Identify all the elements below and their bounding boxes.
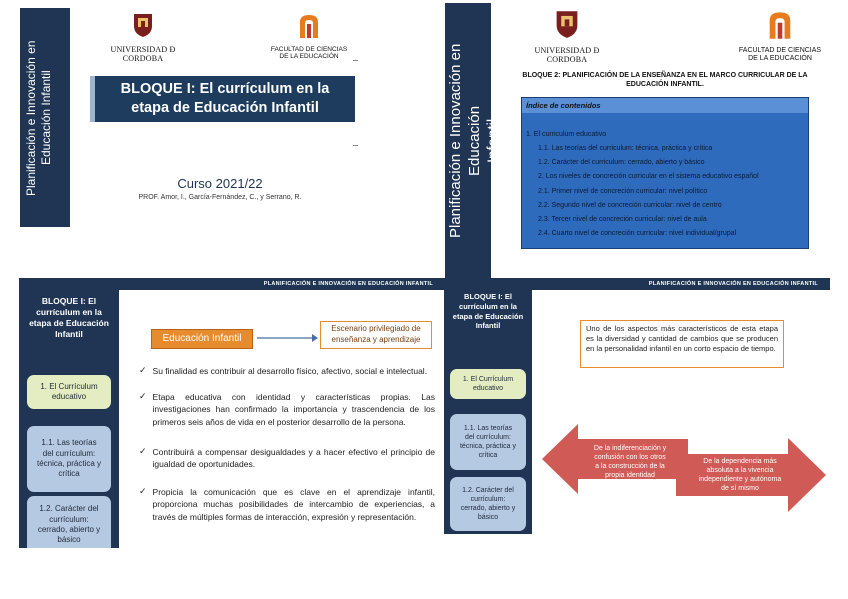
slide-3-sidebar (19, 290, 119, 548)
sidebar-title: BLOQUE I: El currículum en la etapa de Educación Infantil (452, 292, 524, 331)
checkmark-icon: ✓ (139, 365, 147, 375)
bullet-item: ✓ Propicia la comunicación que es clave en el aprendizaje infantil, proporciona muchas posibilidades de intercambio de experiencias, a través de múltiples formas de interacción, expresión y representación. (139, 486, 435, 522)
slide-4-top-bar: PLANIFICACIÓN E INNOVACIÓN EN EDUCACIÓN INFANTIL (444, 278, 830, 290)
tag-educacion-infantil: Educación Infantil (151, 329, 253, 349)
slide-3-top-bar: PLANIFICACIÓN E INNOVACIÓN EN EDUCACIÓN INFANTIL (19, 278, 445, 290)
index-item: 2.1. Primer nivel de concreción curricular: nivel político (538, 188, 708, 195)
university-seal-icon (553, 9, 581, 39)
checkmark-icon: ✓ (139, 446, 147, 456)
university-logo: UNIVERSIDAD Ð CORDOBA (98, 12, 188, 63)
checkmark-icon: ✓ (139, 486, 147, 496)
block-title-bar (90, 76, 355, 122)
index-item: 2.3. Tercer nivel de concreción curricular: nivel de aula (538, 216, 707, 223)
index-item: 2.4. Cuarto nivel de concreción curricular: nivel individual/grupal (538, 230, 737, 237)
faculty-logo-2: FACULTAD DE CIENCIAS DE LA EDUCACIÓN (737, 9, 823, 63)
checkmark-icon: ✓ (139, 391, 147, 401)
arrow-right-text: De la dependencia más absoluta a la vivencia independiente y autónoma de sí mismo (698, 458, 782, 493)
slide-4 (444, 278, 830, 534)
professors-label: PROF. Amor, I., García-Fernández, C., y Serrano, R. (138, 194, 302, 201)
index-title: Índice de contenidos (522, 98, 808, 113)
slide-4-sidebar (444, 290, 532, 534)
sidebar-title: BLOQUE I: El currículum en la etapa de Educación Infantil (29, 296, 109, 340)
sidebar-item-caracter[interactable]: 1.2. Carácter del currículum: cerrado, abierto y básico (450, 477, 526, 531)
block-title: BLOQUE I: El currículum en la etapa de Educación Infantil (120, 81, 330, 116)
sidebar-item-curriculum[interactable]: 1. El Currículum educativo (450, 369, 526, 399)
index-item: 2. Los niveles de concreción curricular en el sistema educativo español (538, 173, 759, 180)
bullet-item: ✓ Su finalidad es contribuir al desarrollo físico, afectivo, social e intelectual. (139, 365, 428, 376)
university-seal-icon (131, 12, 155, 38)
slide-3 (19, 278, 445, 548)
slide-2-vertical-title: Planificación e Innovación en Educación Infantil (447, 43, 502, 239)
bullet-item: ✓ Etapa educativa con identidad y características propias. Las investigaciones han confirmado la importancia y trascendencia de los primeros seis años de vida en el posterior desarrollo de la persona. (139, 391, 435, 427)
index-item: 1.2. Carácter del curriculum: cerrado, abierto y básico (538, 159, 705, 166)
course-label: Curso 2021/22 (177, 176, 263, 191)
tag-escenario: Escenario privilegiado de enseñanza y aprendizaje (320, 321, 432, 349)
university-logo-2: UNIVERSIDAD Ð CORDOBA (517, 9, 617, 64)
slide-2-heading: BLOQUE 2: PLANIFICACIÓN DE LA ENSEÑANZA EN EL MARCO CURRICULAR DE LA EDUCACIÓN INFANTIL. (522, 72, 808, 89)
index-item: 1.1. Las teorías del curriculum: técnica, práctica y crítica (538, 145, 713, 152)
slide-1 (20, 8, 368, 227)
index-panel (521, 97, 809, 249)
sidebar-item-teorias[interactable]: 1.1. Las teorías del currículum: técnica, práctica y crítica (450, 414, 526, 470)
index-item: 2.2. Segundo nivel de concreción curricular: nivel de centro (538, 202, 722, 209)
sidebar-item-caracter[interactable]: 1.2. Carácter del currículum: cerrado, abierto y básico (27, 496, 111, 548)
faculty-mark-icon (765, 9, 795, 41)
bullet-item: ✓ Contribuirá a compensar desigualdades y a hacer efectivo el principio de igualdad de oportunidades. (139, 446, 435, 470)
slide-1-vertical-title: Planificación e Innovación en Educación Infantil (24, 40, 53, 196)
title-bar-accent-2 (353, 145, 358, 146)
faculty-mark-icon (296, 12, 322, 40)
index-item: 1. El curriculum educativo (526, 131, 607, 138)
arrow-left-text: De la indiferenciación y confusión con los otros a la construcción de la propia identidad (593, 445, 667, 480)
quote-box: Uno de los aspectos más característicos de esta etapa es la diversidad y cantidad de cambios que se producen en la personalidad infantil en un corto espacio de tiempo. (580, 320, 784, 368)
slide-2 (445, 3, 829, 278)
faculty-logo: FACULTAD DE CIENCIAS DE LA EDUCACIÓN (268, 12, 350, 61)
arrow-right-icon (257, 333, 319, 343)
title-bar-accent (353, 60, 358, 61)
sidebar-item-curriculum[interactable]: 1. El Currículum educativo (27, 375, 111, 409)
sidebar-item-teorias[interactable]: 1.1. Las teorías del currículum: técnica, práctica y crítica (27, 426, 111, 492)
